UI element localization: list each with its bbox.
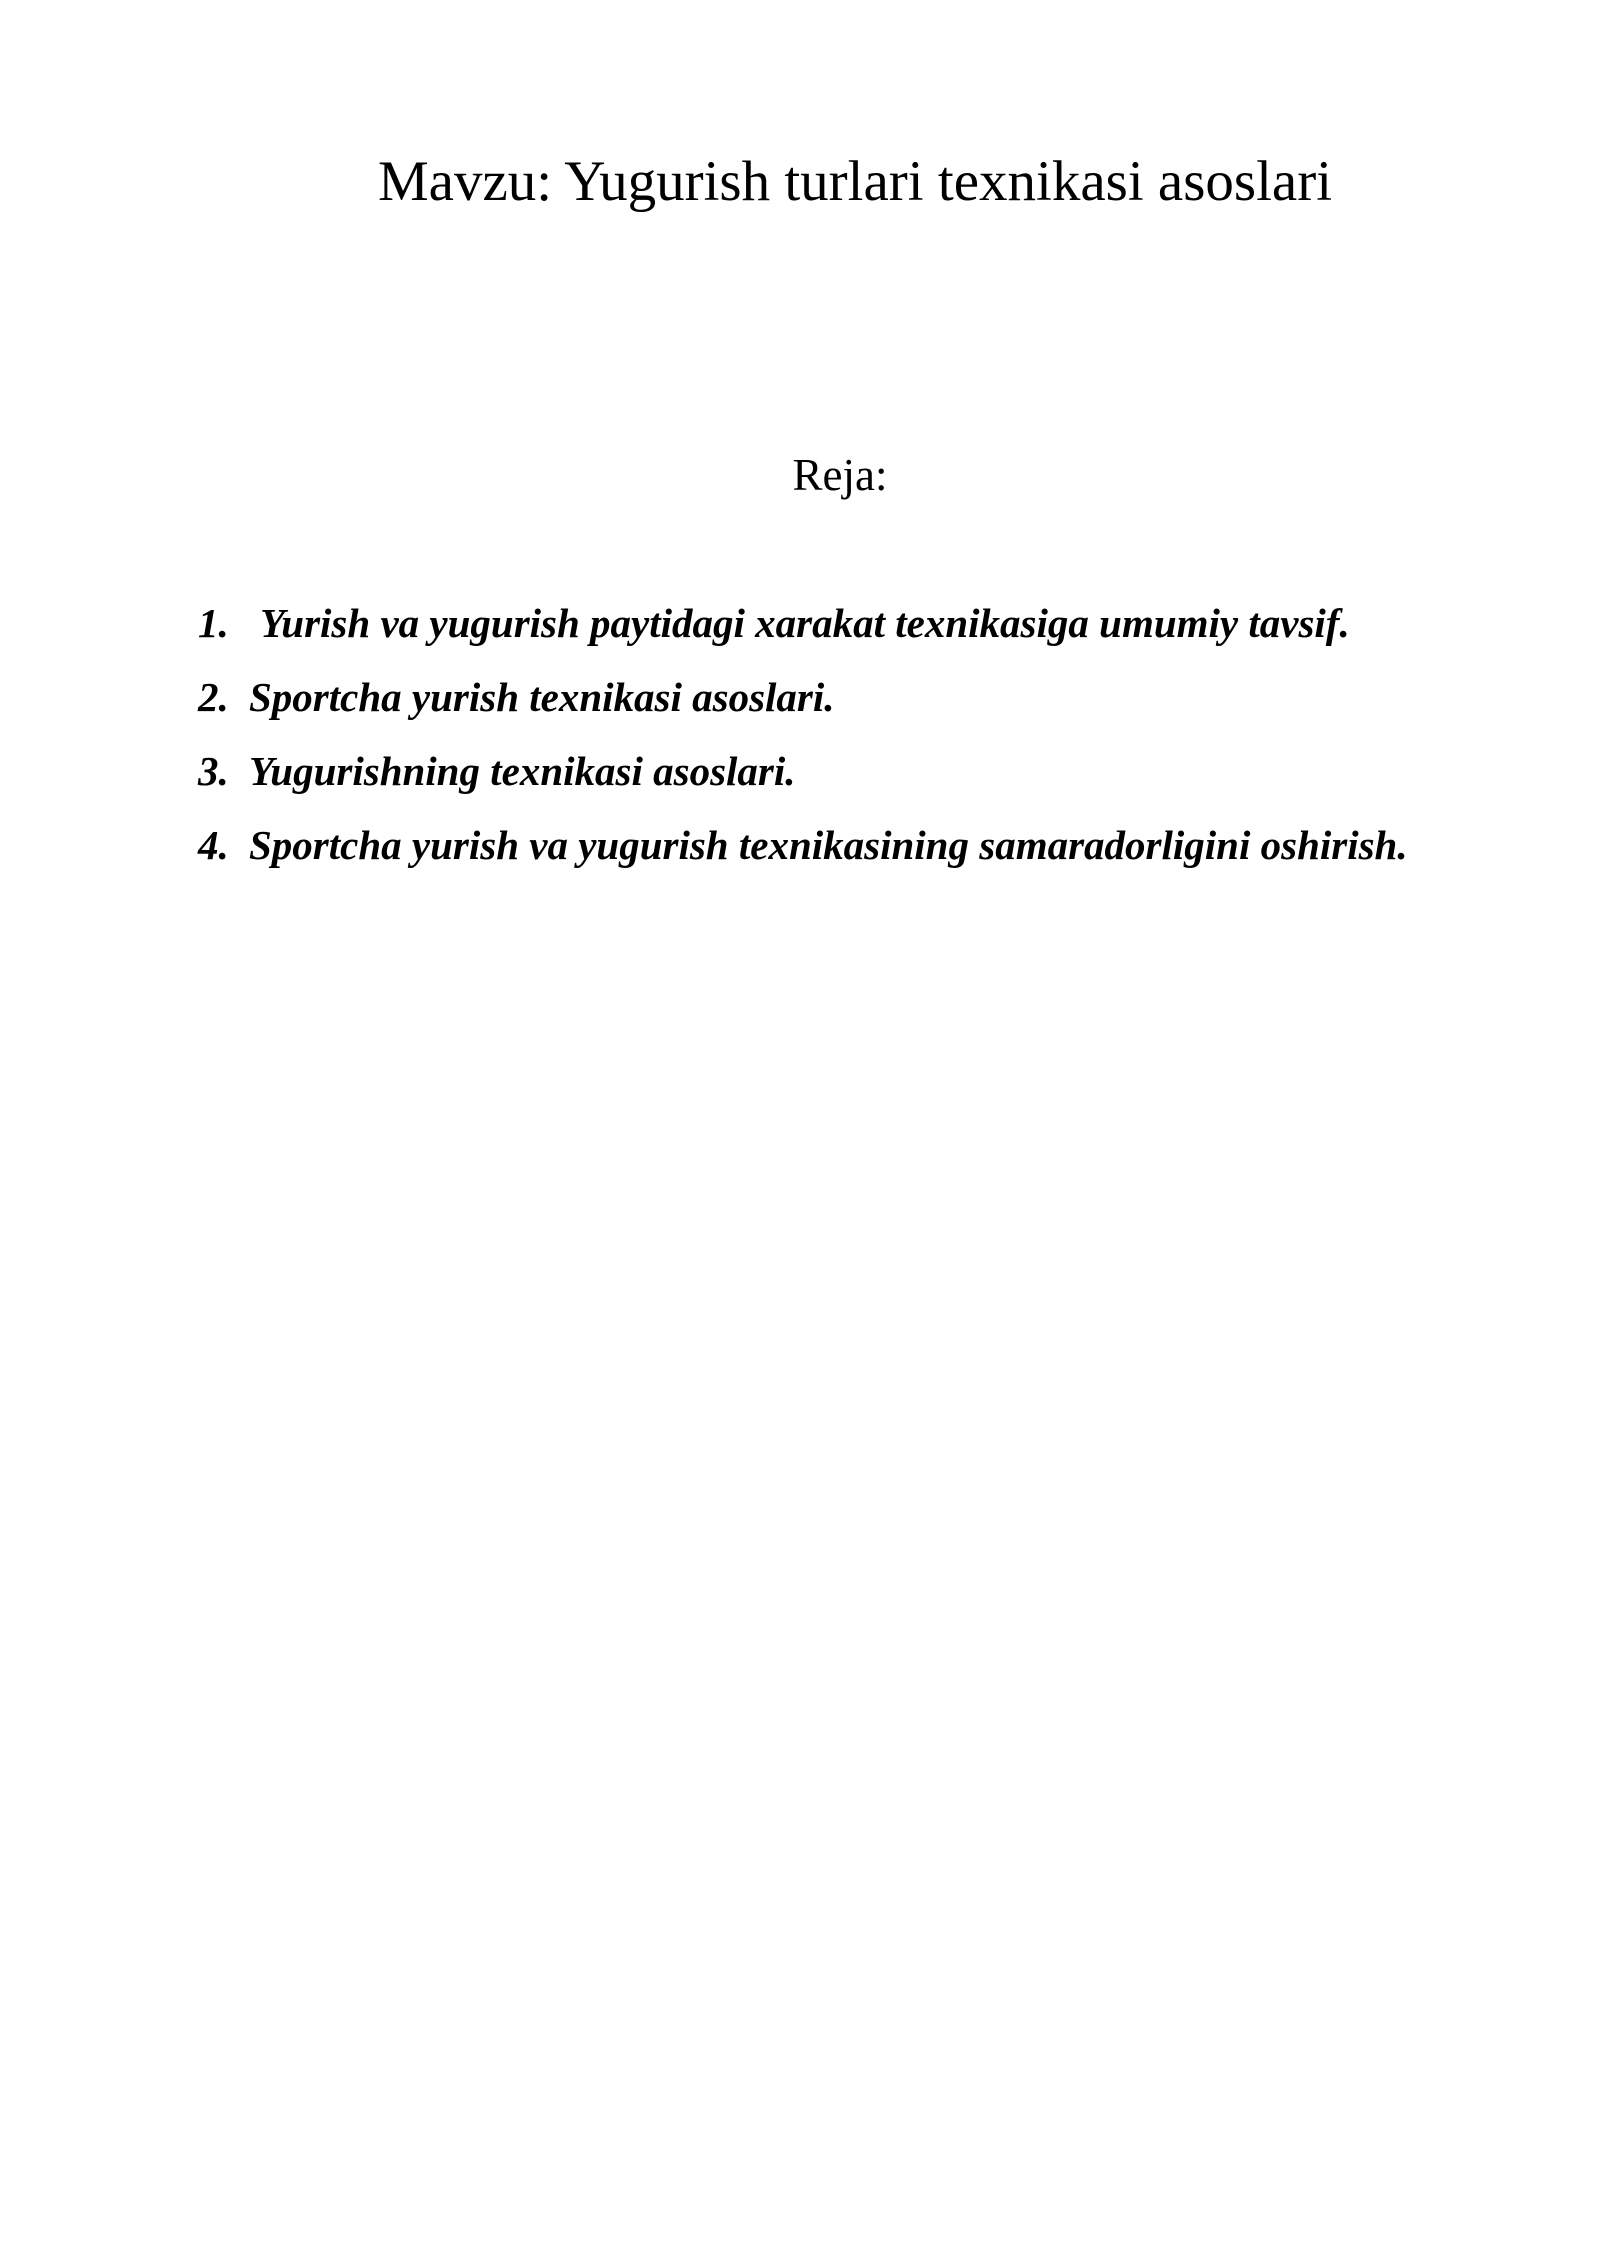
plan-item-number: 2. [198,674,229,720]
plan-item-number: 1. [198,600,229,646]
plan-item-text: Sportcha yurish texnikasi asoslari. [249,674,835,720]
plan-item-number: 3. [198,748,229,794]
plan-item-number: 4. [198,822,229,868]
plan-heading: Reja: [792,450,888,500]
plan-item-text: Yurish va yugurish paytidagi xarakat texnikasiga umumiy tavsif. [260,600,1350,646]
document-title: Mavzu: Yugurish turlari texnikasi asoslari [378,150,1333,213]
plan-item-text: Yugurishning texnikasi asoslari. [249,748,796,794]
plan-item-text: Sportcha yurish va yugurish texnikasining samaradorligini oshirish. [249,822,1408,868]
